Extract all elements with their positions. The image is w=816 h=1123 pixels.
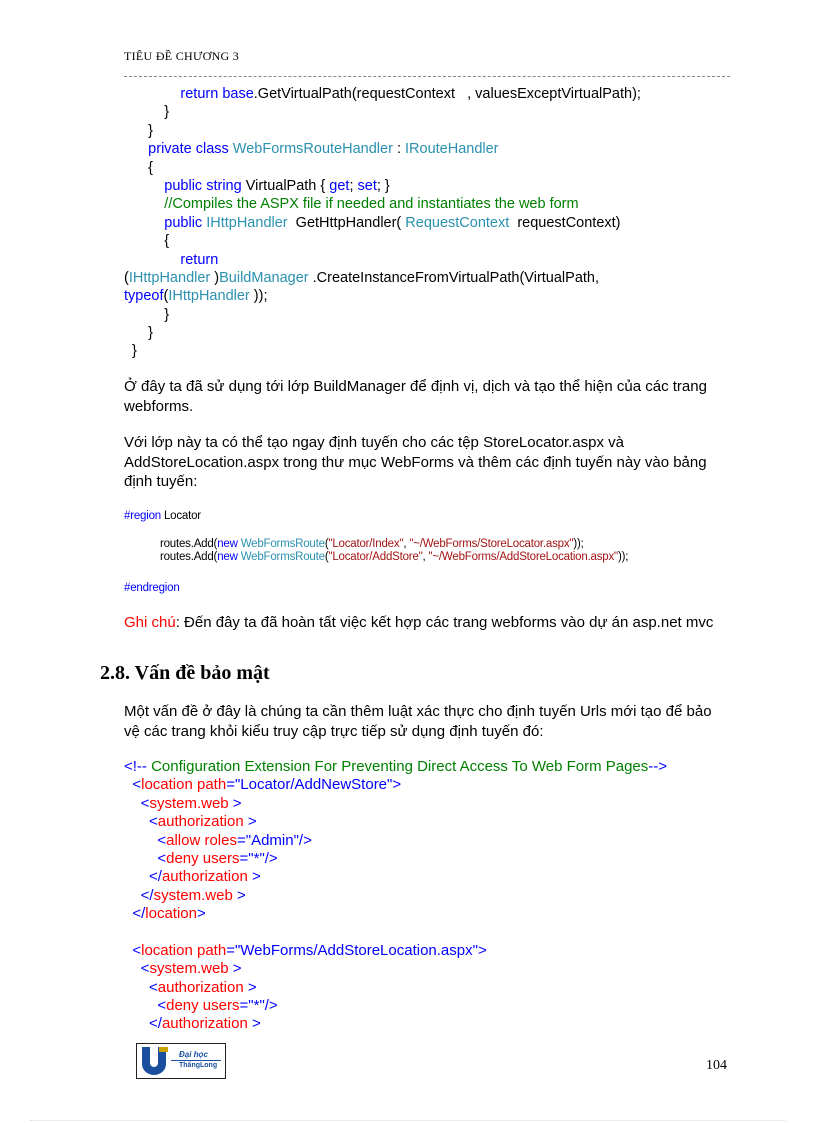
code-token: >: [243, 978, 257, 996]
code-line: [124, 342, 744, 360]
note-paragraph: [124, 613, 724, 633]
code-token: routes.Add(: [124, 538, 218, 550]
code-line: [124, 979, 667, 997]
code-token: authorization: [157, 813, 244, 831]
code-token: location: [141, 776, 193, 794]
page-bottom-divider: [30, 1120, 786, 1121]
code-token: new: [217, 551, 241, 563]
code-line: [124, 232, 744, 250]
code-token: roles: [200, 831, 237, 849]
code-token: {: [124, 159, 154, 176]
code-line: [124, 122, 744, 140]
code-token: [124, 86, 180, 102]
code-token: ));: [617, 551, 629, 563]
code-token: }: [124, 306, 170, 323]
code-token: Admin: [251, 831, 294, 849]
code-token: users: [198, 849, 240, 867]
code-token: system.web: [153, 886, 233, 904]
code-line: [124, 306, 744, 324]
header-divider: [124, 76, 730, 77]
logo-text-line1: Đại học: [179, 1050, 208, 1059]
code-token: </: [124, 886, 154, 904]
code-token: =": [226, 776, 241, 794]
code-token: system.web: [149, 794, 229, 812]
code-token: typeof: [124, 288, 164, 305]
code-token: </: [124, 905, 146, 923]
code-token: IHttpHandler: [206, 214, 292, 231]
route-add-line-1: [124, 538, 584, 551]
code-token: IHttpHandler: [168, 288, 254, 305]
code-token: system.web: [149, 960, 229, 978]
code-token: requestContext): [513, 214, 621, 231]
code-token: <: [124, 776, 142, 794]
code-token: path: [192, 776, 227, 794]
code-line: [124, 287, 744, 305]
code-line: [124, 997, 667, 1015]
paragraph-security: Một vấn đề ở đây là chúng ta cần thêm luật xác thực cho định tuyến Urls mới tạo để bảo vệ các trang khỏi kiểu truy cập trực tiếp sử dụng định tuyến đó:: [124, 703, 712, 740]
code-token: >: [196, 905, 206, 923]
code-token: WebFormsRoute: [240, 551, 325, 563]
code-token: ">: [472, 941, 487, 959]
code-token: ; }: [376, 177, 390, 194]
code-token: =": [226, 941, 241, 959]
route-add-line-2: [124, 551, 628, 564]
code-token: "Locator/AddStore": [328, 551, 423, 563]
code-token: GetHttpHandler(: [291, 214, 406, 231]
code-token: WebForms/AddStoreLocation.aspx: [240, 941, 473, 959]
code-token: [124, 178, 164, 194]
code-token: authorization: [161, 1015, 248, 1033]
code-token: IRouteHandler: [405, 141, 499, 158]
code-token: }: [124, 325, 154, 342]
code-token: VirtualPath {: [245, 177, 330, 194]
code-token: deny: [166, 849, 199, 867]
code-token: allow: [166, 831, 201, 849]
code-line: [124, 795, 667, 813]
code-line: [124, 195, 744, 213]
code-token: ));: [573, 538, 584, 550]
code-token: ,: [422, 551, 429, 563]
code-line: [124, 813, 667, 831]
code-line: [124, 776, 667, 794]
code-token: private class: [148, 141, 233, 158]
code-token: ,: [403, 538, 410, 550]
code-token: (: [324, 551, 329, 563]
code-token: <: [124, 978, 158, 996]
region-name: Locator: [160, 510, 201, 522]
code-line: [124, 1015, 667, 1033]
code-token: location: [145, 905, 197, 923]
code-token: RequestContext: [405, 214, 514, 231]
code-line: [124, 832, 667, 850]
code-token: "/>: [293, 831, 312, 849]
code-token: <: [124, 960, 150, 978]
code-token: "Locator/Index": [328, 538, 404, 550]
code-token: {: [124, 233, 170, 250]
code-line: [124, 140, 744, 158]
code-token: =": [239, 997, 254, 1015]
code-token: public: [164, 214, 207, 231]
code-line: [124, 85, 744, 103]
code-token: }: [124, 343, 137, 360]
code-token: //Compiles the ASPX file if needed and instantiates the web form: [164, 196, 579, 213]
code-token: </: [124, 1015, 162, 1033]
paragraph-buildmanager: Ở đây ta đã sử dụng tới lớp BuildManager để định vị, dịch và tạo thể hiện của các trang webforms.: [124, 378, 707, 415]
code-line: [124, 905, 667, 923]
code-line: [124, 324, 744, 342]
note-label: Ghi chú: [124, 614, 176, 631]
code-token: base: [222, 86, 254, 102]
logo-text-line2: ThăngLong: [179, 1062, 218, 1069]
chapter-header: TIÊU ĐỀ CHƯƠNG 3: [124, 49, 240, 63]
code-token: Locator/AddNewStore: [240, 776, 388, 794]
note-text: : Đến đây ta đã hoàn tất việc kết hợp các trang webforms vào dự án asp.net mvc: [175, 614, 714, 631]
code-line: [124, 269, 744, 287]
code-token: >: [243, 813, 257, 831]
code-token: get: [329, 177, 350, 194]
code-token: Configuration Extension For Preventing Direct Access To Web Form Pages: [151, 758, 649, 775]
region-line: [124, 510, 201, 523]
code-token: *: [253, 997, 260, 1015]
section-heading: 2.8. Vấn đề bảo mật: [100, 662, 270, 684]
code-block-csharp: [124, 85, 744, 361]
code-token: WebFormsRouteHandler: [232, 141, 397, 158]
code-token: [124, 252, 180, 268]
logo-divider: [171, 1060, 221, 1061]
code-token: =": [236, 831, 252, 849]
code-token: :: [396, 141, 405, 158]
code-token: set: [357, 177, 377, 194]
code-token: >: [228, 960, 242, 978]
code-line: [124, 942, 667, 960]
code-line: [124, 960, 667, 978]
code-line: [124, 251, 744, 269]
code-token: =": [239, 849, 254, 867]
code-line: [124, 850, 667, 868]
page-number: 104: [706, 1058, 727, 1073]
code-line: [124, 868, 667, 886]
logo-mark-icon: [139, 1045, 169, 1075]
code-token: "~/WebForms/AddStoreLocation.aspx": [428, 551, 618, 563]
code-block-xml: [124, 758, 667, 1034]
code-token: [124, 215, 164, 231]
code-token: return: [180, 86, 223, 102]
code-token: <: [124, 997, 167, 1015]
code-token: ;: [349, 177, 358, 194]
code-token: authorization: [161, 868, 248, 886]
code-token: >: [247, 868, 261, 886]
code-token: [124, 924, 128, 941]
code-line: [124, 177, 744, 195]
code-token: <: [124, 794, 150, 812]
code-token: location: [141, 941, 193, 959]
code-token: </: [124, 868, 162, 886]
code-token: -->: [648, 758, 668, 775]
code-token: public string: [164, 177, 246, 194]
code-token: >: [228, 794, 242, 812]
code-token: (: [324, 538, 329, 550]
code-line: [124, 103, 744, 121]
endregion-line: #endregion: [124, 582, 180, 594]
code-line: [124, 924, 667, 942]
code-line: [124, 214, 744, 232]
code-token: <: [124, 813, 158, 831]
code-token: [124, 141, 148, 157]
university-logo: [136, 1043, 226, 1079]
code-token: (: [124, 269, 129, 286]
code-token: deny: [166, 997, 199, 1015]
code-token: <: [124, 849, 167, 867]
code-token: IHttpHandler: [128, 269, 215, 286]
code-token: ">: [387, 776, 402, 794]
code-line: [124, 887, 667, 905]
code-token: "~/WebForms/StoreLocator.aspx": [409, 538, 574, 550]
code-token: >: [232, 886, 246, 904]
code-token: users: [198, 997, 240, 1015]
paragraph-routes: Với lớp này ta có thể tạo ngay định tuyến cho các tệp StoreLocator.aspx và AddStoreLocation.aspx trong thư mục WebForms và thêm các định tuyến này vào bảng định tuyến:: [124, 434, 707, 490]
code-token: BuildManager: [219, 269, 313, 286]
code-token: <: [124, 831, 167, 849]
code-token: [124, 196, 164, 212]
code-token: return: [180, 251, 219, 268]
code-token: }: [124, 104, 170, 121]
code-token: .GetVirtualPath(requestContext , valuesExceptVirtualPath);: [253, 86, 641, 102]
code-line: [124, 758, 667, 776]
code-token: >: [247, 1015, 261, 1033]
code-token: ));: [253, 288, 268, 305]
code-token: "/>: [259, 997, 278, 1015]
code-token: <: [124, 941, 142, 959]
code-token: .CreateInstanceFromVirtualPath(VirtualPath,: [312, 269, 600, 286]
code-line: [124, 159, 744, 177]
code-token: "/>: [259, 849, 278, 867]
code-token: new: [217, 538, 241, 550]
region-keyword: #region: [124, 510, 161, 522]
code-token: *: [253, 849, 260, 867]
code-token: <!--: [124, 758, 152, 775]
code-token: WebFormsRoute: [240, 538, 325, 550]
code-token: path: [192, 941, 227, 959]
code-token: ): [214, 269, 220, 286]
code-token: }: [124, 122, 154, 139]
code-token: (: [163, 288, 169, 305]
code-token: routes.Add(: [124, 551, 218, 563]
code-token: authorization: [157, 978, 244, 996]
